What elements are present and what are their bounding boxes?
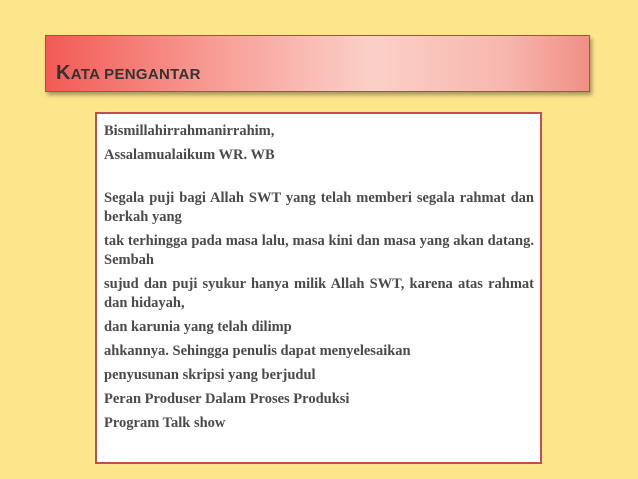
content-box xyxy=(95,112,542,464)
text-line-10: Program Talk show xyxy=(104,415,226,431)
text-line-3: Segala puji bagi Allah SWT yang telah memberi segala rahmat dan berkah yang xyxy=(104,190,534,225)
text-line-8: penyusunan skripsi yang berjudul xyxy=(104,367,316,383)
text-line-9: Peran Produser Dalam Proses Produksi xyxy=(104,391,350,407)
slide-title xyxy=(56,62,201,85)
text-line-salam: Assalamualaikum WR. WB xyxy=(104,147,275,163)
text-line-4: tak terhingga pada masa lalu, masa kini dan masa yang akan datang. Sembah xyxy=(104,233,534,268)
title-initial: K xyxy=(56,62,71,84)
text-line-6: dan karunia yang telah dilimp xyxy=(104,319,292,335)
text-line-5: sujud dan puji syukur hanya milik Allah SWT, karena atas rahmat dan hidayah, xyxy=(104,276,534,311)
text-line-greeting: Bismillahirrahmanirrahim, xyxy=(104,123,275,139)
title-rest: ATA PENGANTAR xyxy=(70,66,201,83)
title-bar xyxy=(45,35,590,92)
text-line-7: ahkannya. Sehingga penulis dapat menyelesaikan xyxy=(104,343,411,359)
